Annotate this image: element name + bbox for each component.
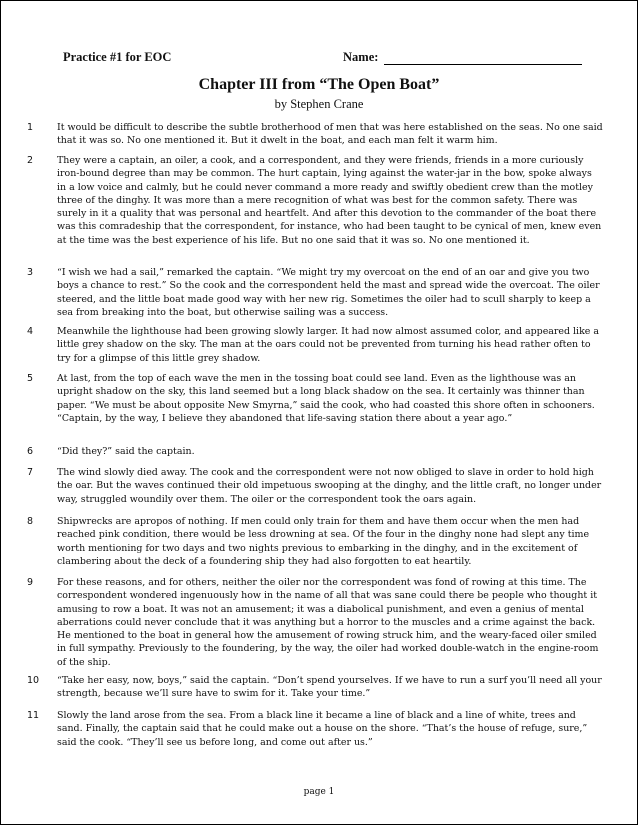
paragraph-text: “I wish we had a sail,” remarked the captain. “We might try my overcoat on the end of an oar and give you two boys a chance to rest.” So the cook and the correspondent held the mast and spread wide the overcoat. The oiler steered, and the little boat made good way with her new rig. Sometimes the oiler had to scull sharply to keep a sea from breaking into the boat, but otherwise sailing was a success. [57,267,600,318]
paragraph-10 [27,674,603,701]
paragraph-number: 1 [27,122,34,133]
practice-label: Practice #1 for EOC [63,50,172,64]
paragraph-text: Meanwhile the lighthouse had been growing slowly larger. It had now almost assumed color, and appeared like a little grey shadow on the sky. The man at the oars could not be prevented from turning his head rather often to try for a glimpse of this little grey shadow. [57,326,600,364]
paragraph-text: The wind slowly died away. The cook and the correspondent were not now obliged to slave in order to hold high the oar. But the waves continued their old impetuous swooping at the dinghy, and the little craft, no longer under way, struggled woundily over them. The oiler or the correspondent took the oars again. [57,467,602,505]
paragraph-number: 5 [27,373,34,384]
name-blank-line[interactable] [384,52,582,65]
chapter-title: Chapter III from “The Open Boat” [198,76,440,93]
paragraph-number: 3 [27,267,34,278]
paragraph-text: Slowly the land arose from the sea. From a black line it became a line of black and a line of white, trees and sand. Finally, the captain said that he could make out a house on the shore. “That’s the house of refuge, sure,” said the cook. “They’ll see us before long, and come out after us.” [57,710,588,748]
paragraph-1 [27,121,603,148]
paragraph-7 [27,466,603,506]
paragraph-number: 2 [27,155,34,166]
paragraph-4 [27,325,603,365]
name-label: Name: [343,50,379,64]
author-byline: by Stephen Crane [274,97,364,111]
paragraph-2 [27,154,603,247]
paragraph-number: 4 [27,326,34,337]
paragraph-11 [27,709,603,749]
paragraph-number: 7 [27,467,34,478]
paragraph-number: 6 [27,446,34,457]
paragraph-text: For these reasons, and for others, neither the oiler nor the correspondent was fond of rowing at this time. The correspondent wondered ingenuously how in the name of all that was sane could there be people who thought it amusing to row a boat. It was not an amusement; it was a diabolical punishment, and even a genius of mental aberrations could never conclude that it was anything but a horror to the muscles and a crime against the back. He mentioned to the boat in general how the amusement of rowing struck him, and the weary-faced oiler smiled in full sympathy. Previously to the foundering, by the way, the oiler had worked double-watch in the engine-room of the ship. [57,577,599,668]
paragraph-3 [27,266,603,319]
paragraph-text: “Did they?” said the captain. [57,446,195,457]
paragraph-6 [27,445,603,458]
page-number: page 1 [303,787,335,797]
paragraph-text: Shipwrecks are apropos of nothing. If men could only train for them and have them occur when the men had reached pink condition, there would be less drowning at sea. Of the four in the dinghy none had slept any time worth mentioning for two days and two nights previous to embarking in the dinghy, and in the excitement of clambering about the deck of a foundering ship they had also forgotten to eat heartily. [57,516,590,567]
name-field [343,50,582,65]
paragraph-text: They were a captain, an oiler, a cook, and a correspondent, and they were friends, friends in a more curiously iron-bound degree than may be common. The hurt captain, lying against the water-jar in the bow, spoke always in a low voice and calmly, but he could never command a more ready and swiftly obedient crew than the motley three of the dinghy. It was more than a mere recognition of what was best for the common safety. There was surely in it a quality that was personal and heartfelt. And after this devotion to the commander of the boat there was this comradeship that the correspondent, for instance, who had been taught to be cynical of men, knew even at the time was the best experience of his life. But no one said that it was so. No one mentioned it. [57,155,602,246]
paragraph-number: 8 [27,516,34,527]
paragraph-5 [27,372,603,425]
paragraph-8 [27,515,603,568]
paragraph-text: At last, from the top of each wave the men in the tossing boat could see land. Even as the lighthouse was an upright shadow on the sky, this land seemed but a long black shadow on the sea. It certainly was thinner than paper. “We must be about opposite New Smyrna,” said the cook, who had coasted this shore often in schooners. “Captain, by the way, I believe they abandoned that life-saving station there about a year ago.” [57,373,595,424]
paragraph-number: 10 [27,675,40,686]
paragraph-9 [27,576,603,669]
paragraph-text: It would be difficult to describe the subtle brotherhood of men that was here established on the seas. No one said that it was so. No one mentioned it. But it dwelt in the boat, and each man felt it warm him. [57,122,603,147]
paragraph-number: 11 [27,710,40,721]
paragraph-text: “Take her easy, now, boys,” said the captain. “Don’t spend yourselves. If we have to run a surf you’ll need all your strength, because we’ll sure have to swim for it. Take your time.” [57,675,602,700]
paragraph-number: 9 [27,577,34,588]
